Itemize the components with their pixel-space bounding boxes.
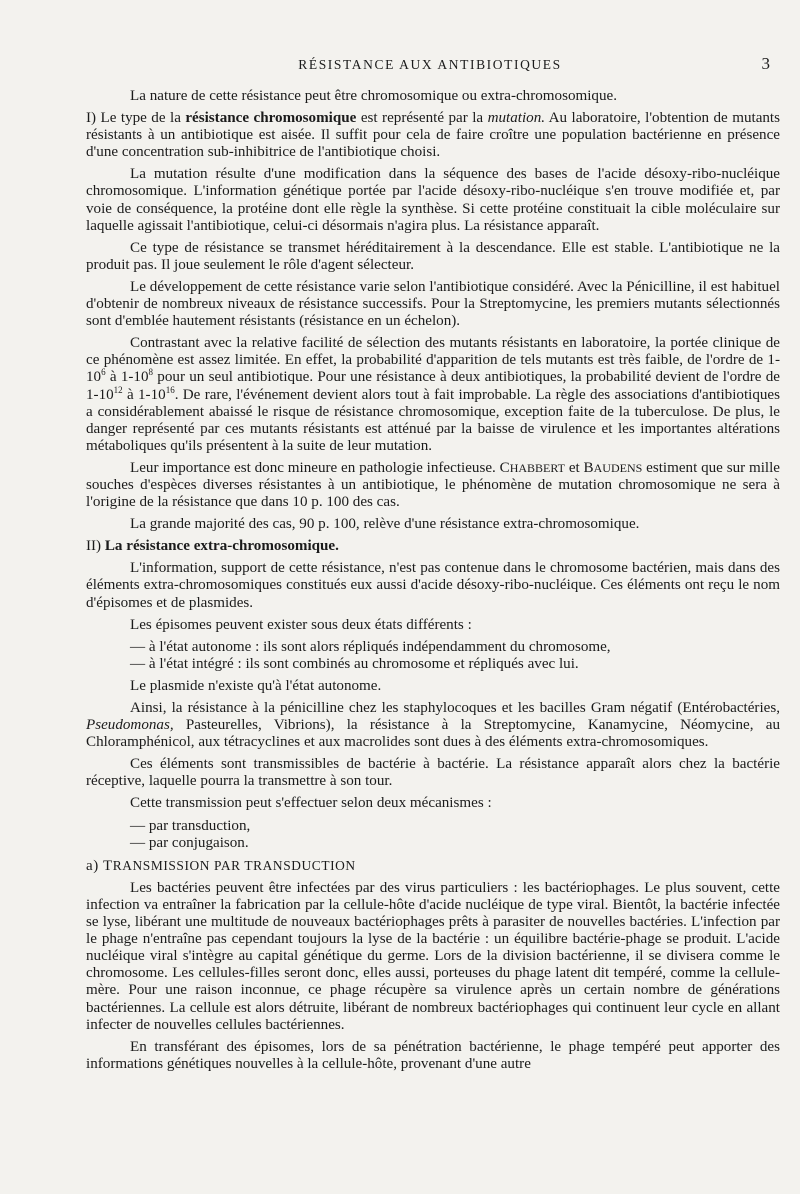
list-item: — à l'état intégré : ils sont combinés au chromosome et répliqués avec lui. [130, 655, 579, 672]
subsection-heading [86, 857, 780, 875]
section-heading [86, 538, 780, 555]
text-span: à 1-10 [122, 386, 166, 403]
exponent: 12 [113, 384, 123, 395]
list-item: — à l'état autonome : ils sont alors répliqués indépendamment du chromosome, [130, 638, 611, 655]
paragraph-authors [86, 460, 780, 511]
paragraph: Les bactéries peuvent être infectées par des virus particuliers : les bactériophages. Le plus souvent, cette infection va entraîner la fabrication par la cellule-hôte d'acide nucléique de type viral. Bientôt, la bactérie infectée se lyse, libérant une multitude de nouveaux bactériophages prêts à parasiter de nouvelles bactéries. L'infection par le phage n'entraîne pas cependant toujours la lyse de la bactérie : un équilibre bactérie-phage se produit. L'acide nucléique viral s'intègre au capital génétique du germe. Lors de la division bactérienne, il se divisera comme le chromosome. Les cellules-filles seront donc, elles aussi, porteuses du phage latent dit tempéré, comme la cellule-mère. Pour une raison inconnue, ce phage récupère sa virulence après un certain nombre de générations bactériennes. La cellule est alors détruite, libérant de nombreux bactériophages qui continuent leur cycle en allant infecter de nouvelles cellules bactériennes. [86, 879, 780, 1033]
paragraph: La nature de cette résistance peut être chromosomique ou extra-chromosomique. [130, 88, 618, 104]
text-span: Contrastant avec la relative facilité de sélection des mutants résistants en laboratoire, la portée clinique de ce phénomène est assez limitée. En effet, la probabilité d'apparition de tels mutants est très faible, de l'ordre de 1-10 [86, 335, 780, 386]
body-text [86, 88, 780, 1078]
paragraph: Ces éléments sont transmissibles de bactérie à bactérie. La résistance apparaît alors chez la bactérie réceptive, laquelle pourra la transmettre à son tour. [86, 756, 780, 790]
section-number: I) Le type de la [86, 110, 186, 127]
paragraph: Le développement de cette résistance varie selon l'antibiotique considéré. Avec la Pénicilline, il est habituel d'obtenir de nombreux niveaux de résistance successifs. Pour la Streptomycine, les premiers mutants sélectionnés sont d'emblée hautement résistants (résistance en un échelon). [86, 278, 780, 330]
subsection-title: RANSMISSION PAR TRANSDUCTION [112, 857, 356, 873]
text-span: à 1-10 [105, 369, 149, 386]
text-span: est représenté par la [356, 110, 488, 127]
paragraph: Les épisomes peuvent exister sous deux états différents : [130, 616, 472, 633]
paragraph: Le plasmide n'existe qu'à l'état autonome. [130, 677, 382, 694]
text-span: . De rare, l'événement devient alors tout à fait improbable. La règle des associations d'antibiotiques a considérablement abaissé le risque de résistance chromosomique, exception faite de la tuberculose. De plus, le danger représenté par ces mutants résistants est atténué par la baisse de virulence et les importantes altérations métaboliques qu'ils présentent à la suite de leur mutation. [86, 386, 780, 454]
text-span: Ainsi, la résistance à la pénicilline chez les staphylocoques et les bacilles Gram négatif (Entérobactéries, [130, 700, 780, 716]
paragraph-probability [86, 335, 780, 455]
text-span: estiment que sur mille souches d'espèces diverses résistantes à un antibiotique, le phénomène de mutation chromosomique ne sera à l'origine de la résistance que dans 10 p. 100 des cas. [86, 459, 780, 511]
running-title: RÉSISTANCE AUX ANTIBIOTIQUES [298, 57, 562, 72]
subsection-title-initial: T [102, 857, 113, 874]
exponent: 16 [165, 384, 175, 395]
italic-term: Pseudomonas, [86, 717, 174, 734]
page-header [88, 54, 772, 78]
paragraph: Ce type de résistance se transmet héréditairement à la descendance. Elle est stable. L'antibiotique ne la produit pas. Il joue seulement le rôle d'agent sélecteur. [86, 239, 780, 273]
section-number: II) [86, 538, 105, 555]
paragraph: La grande majorité des cas, 90 p. 100, relève d'une résistance extra-chromosomique. [130, 516, 640, 533]
exponent: 6 [101, 367, 106, 378]
list-item: — par conjugaison. [130, 834, 249, 851]
author-name-smallcaps: AUDENS [593, 460, 643, 475]
italic-term: mutation. [487, 110, 546, 127]
paragraph: L'information, support de cette résistance, n'est pas contenue dans le chromosome bactérien, mais dans des éléments extra-chromosomiques constitués eux aussi d'acide désoxy-ribo-nucléique. Ces éléments ont reçu le nom d'épisomes et de plasmides. [86, 560, 780, 611]
paragraph-chromosomal-resistance [86, 110, 780, 161]
author-name-smallcaps: HABBERT [509, 460, 565, 475]
paragraph: Cette transmission peut s'effectuer selon deux mécanismes : [130, 795, 492, 812]
bold-term: résistance chromosomique [185, 110, 357, 127]
author-name: B [583, 459, 594, 476]
text-span: Au laboratoire, l'obtention de mutants résistants à un antibiotique est aisée. Il suffit pour cela de faire croître une population bactérienne en présence d'une concentration sub-inhibitrice de l'antibiotique choisi. [86, 110, 781, 161]
author-name: C [499, 459, 510, 476]
text-span: pour un seul antibiotique. Pour une résistance à deux antibiotiques, la probabilité devient de l'ordre de 1-10 [86, 369, 780, 403]
text-span: Leur importance est donc mineure en pathologie infectieuse. [130, 459, 500, 476]
paragraph: En transférant des épisomes, lors de sa pénétration bactérienne, le phage tempéré peut apporter des informations génétiques nouvelles à la cellule-hôte, provenant d'une autre [86, 1038, 780, 1072]
section-title: La résistance extra-chromosomique. [104, 538, 339, 555]
subsection-label: a) [86, 857, 103, 874]
paragraph-examples [86, 700, 780, 751]
list-item: — par transduction, [130, 817, 251, 834]
text-span: Pasteurelles, Vibrions), la résistance à la Streptomycine, Kanamycine, Néomycine, au Chloramphénicol, aux tétracyclines et aux macrolides sont dues à des éléments extra-chromosomiques. [86, 717, 780, 751]
page-number: 3 [761, 54, 770, 73]
text-span: et [565, 459, 584, 476]
paragraph: La mutation résulte d'une modification dans la séquence des bases de l'acide désoxy-ribo-nucléique chromosomique. L'information génétique portée par l'acide désoxy-ribo-nucléique s'en trouve modifiée et, par voie de conséquence, la protéine dont elle règle la synthèse. Si cette protéine constituait la cible moléculaire sur laquelle agissait l'antibiotique, celui-ci désormais n'agira plus. La résistance apparaît. [86, 166, 780, 234]
exponent: 8 [148, 367, 154, 378]
